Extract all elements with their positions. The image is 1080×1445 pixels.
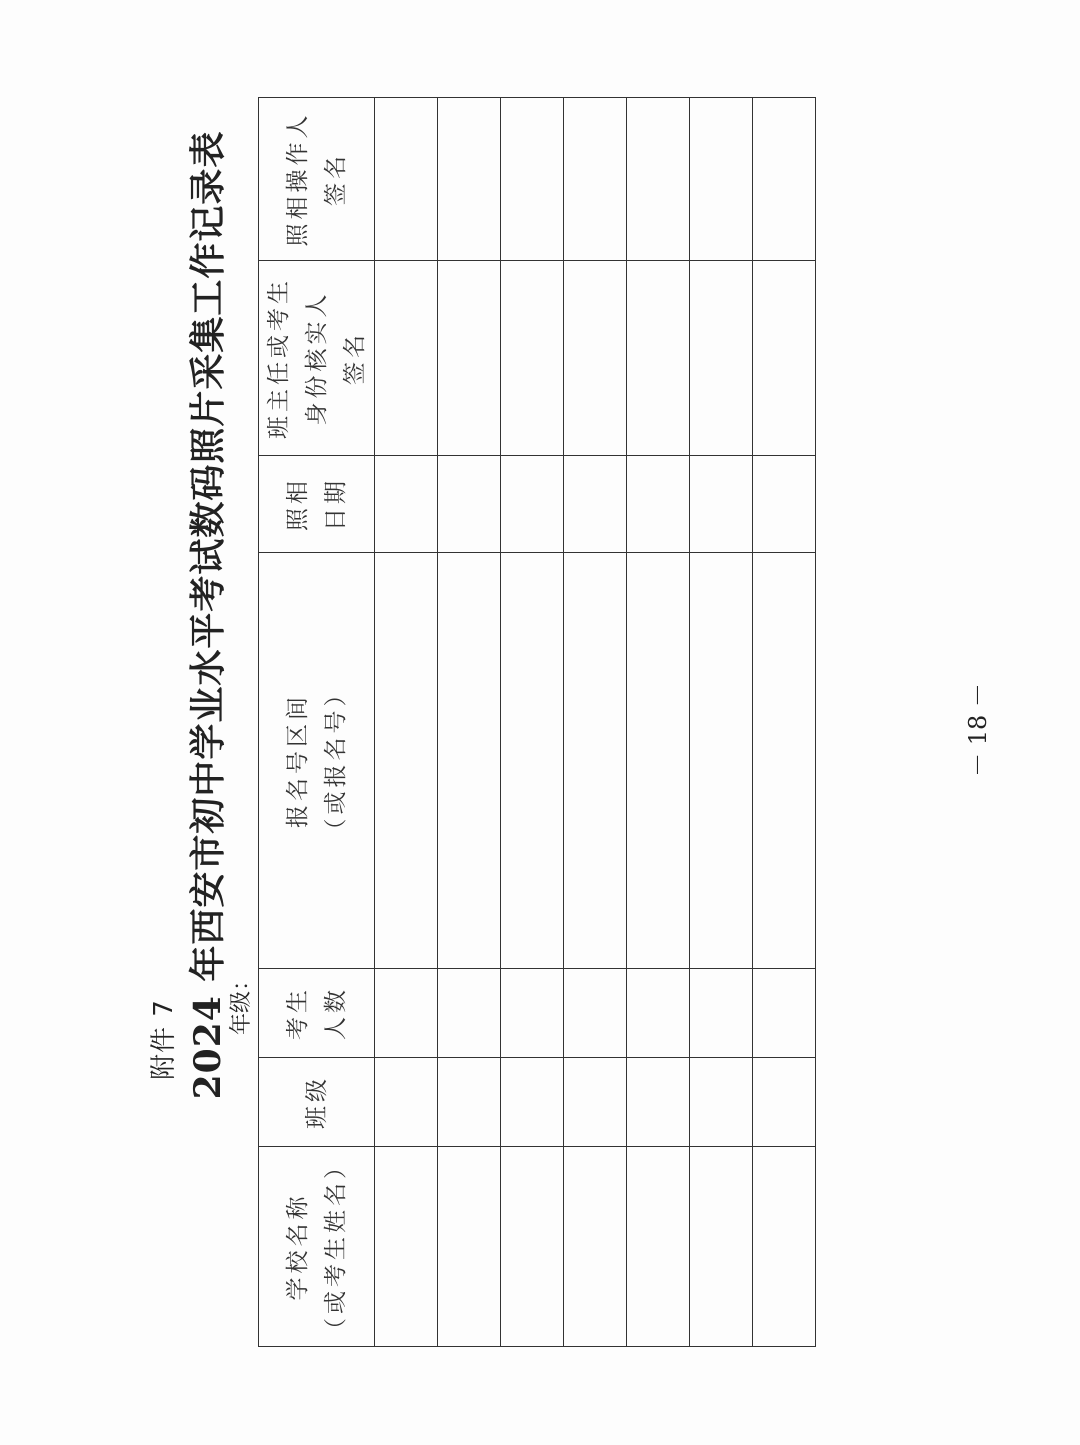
blank-cell[interactable]: [438, 1147, 501, 1347]
blank-cell[interactable]: [564, 98, 627, 261]
header-text: 照相: [284, 477, 311, 531]
header-verifier-signature: [259, 261, 375, 456]
header-text: 日期: [322, 477, 349, 531]
header-text: 班主任或考生: [265, 277, 292, 439]
blank-cell[interactable]: [501, 261, 564, 456]
header-text: （或考生姓名）: [322, 1152, 349, 1341]
blank-cell[interactable]: [627, 98, 690, 261]
header-row: [259, 98, 375, 1347]
blank-cell[interactable]: [564, 1058, 627, 1147]
blank-row: [375, 98, 438, 1347]
blank-cell[interactable]: [375, 456, 438, 553]
header-photographer-signature: [259, 98, 375, 261]
blank-cell[interactable]: [690, 98, 753, 261]
header-registration-range: [259, 553, 375, 969]
blank-cell[interactable]: [627, 553, 690, 969]
blank-row: [501, 98, 564, 1347]
blank-cell[interactable]: [564, 1147, 627, 1347]
blank-cell[interactable]: [375, 1147, 438, 1347]
blank-row: [753, 98, 816, 1347]
blank-cell[interactable]: [627, 969, 690, 1058]
header-text: 签名: [341, 331, 368, 385]
page-number: － 18 －: [964, 683, 992, 777]
attachment-label: 附件 7: [149, 999, 179, 1080]
header-text: 签名: [322, 152, 349, 206]
header-text: 身份核实人: [303, 290, 330, 426]
blank-row: [564, 98, 627, 1347]
blank-cell[interactable]: [501, 553, 564, 969]
blank-cell[interactable]: [564, 261, 627, 456]
blank-cell[interactable]: [753, 1147, 816, 1347]
header-student-count: [259, 969, 375, 1058]
blank-cell[interactable]: [753, 456, 816, 553]
blank-row: [627, 98, 690, 1347]
blank-cell[interactable]: [438, 969, 501, 1058]
grade-label: 年级：: [229, 968, 254, 1035]
header-text: 考生: [284, 986, 311, 1040]
blank-cell[interactable]: [501, 456, 564, 553]
blank-cell[interactable]: [627, 1058, 690, 1147]
blank-cell[interactable]: [375, 98, 438, 261]
document-title: 2024 年西安市初中学业水平考试数码照片采集工作记录表: [187, 130, 229, 1100]
blank-row: [690, 98, 753, 1347]
blank-cell[interactable]: [501, 1058, 564, 1147]
blank-cell[interactable]: [690, 1058, 753, 1147]
photo-record-table: [258, 97, 816, 1347]
blank-cell[interactable]: [690, 456, 753, 553]
header-photo-date: [259, 456, 375, 553]
blank-cell[interactable]: [690, 1147, 753, 1347]
blank-cell[interactable]: [375, 1058, 438, 1147]
blank-cell[interactable]: [627, 456, 690, 553]
blank-cell[interactable]: [564, 456, 627, 553]
blank-cell[interactable]: [375, 969, 438, 1058]
header-text: 班级: [303, 1075, 330, 1129]
blank-cell[interactable]: [564, 553, 627, 969]
blank-cell[interactable]: [753, 261, 816, 456]
blank-cell[interactable]: [753, 969, 816, 1058]
header-class: [259, 1058, 375, 1147]
header-text: 报名号区间: [284, 693, 311, 828]
blank-cell[interactable]: [438, 1058, 501, 1147]
blank-cell[interactable]: [564, 969, 627, 1058]
header-text: 学校名称: [284, 1192, 311, 1301]
blank-cell[interactable]: [438, 553, 501, 969]
blank-cell[interactable]: [627, 1147, 690, 1347]
blank-cell[interactable]: [501, 98, 564, 261]
blank-cell[interactable]: [627, 261, 690, 456]
blank-cell[interactable]: [753, 1058, 816, 1147]
header-text: 照相操作人: [284, 111, 311, 247]
blank-cell[interactable]: [753, 98, 816, 261]
blank-row: [438, 98, 501, 1347]
blank-cell[interactable]: [375, 261, 438, 456]
blank-cell[interactable]: [438, 98, 501, 261]
blank-cell[interactable]: [753, 553, 816, 969]
blank-cell[interactable]: [690, 553, 753, 969]
blank-cell[interactable]: [501, 1147, 564, 1347]
blank-cell[interactable]: [438, 261, 501, 456]
header-text: （或报名号）: [322, 679, 349, 842]
blank-cell[interactable]: [501, 969, 564, 1058]
blank-cell[interactable]: [690, 261, 753, 456]
header-school-name: [259, 1147, 375, 1347]
header-text: 人数: [322, 986, 349, 1040]
blank-cell[interactable]: [438, 456, 501, 553]
blank-cell[interactable]: [690, 969, 753, 1058]
blank-cell[interactable]: [375, 553, 438, 969]
